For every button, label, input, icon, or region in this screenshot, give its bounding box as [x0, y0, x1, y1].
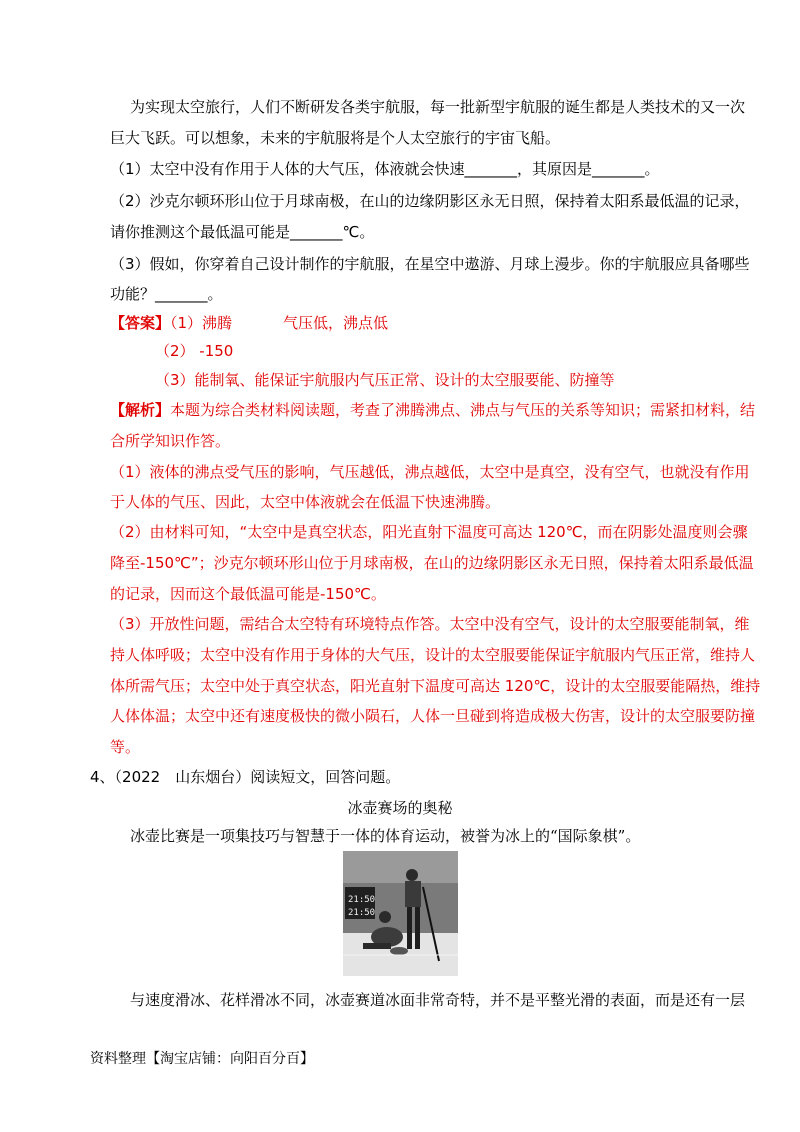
question-3-line-2: 功能？_______。 [110, 285, 223, 303]
analysis-p3-line-3: 体所需气压；太空中处于真空状态，阳光直射下温度可高达 120℃，设计的太空服要能隔热，维持 [110, 677, 761, 695]
footer-note: 资料整理【淘宝店铺：向阳百分百】 [90, 1051, 314, 1067]
answer-1: （1）沸腾 [170, 314, 233, 332]
answer-2: （2） -150 [155, 342, 234, 360]
curling-photo-image [343, 851, 458, 976]
analysis-p2-line-1: （2）由材料可知，“太空中是真空状态，阳光直射下温度可高达 120℃，而在阴影处温度则会骤 [110, 523, 748, 541]
answer-3: （3）能制氧、能保证宇航服内气压正常、设计的太空服要能、防撞等 [155, 371, 615, 389]
question-4-header: 4、（2022 山东烟台）阅读短文，回答问题。 [90, 768, 401, 786]
curling-photo [343, 851, 458, 976]
passage-line-1: 为实现太空旅行，人们不断研发各类宇航服，每一批新型宇航服的诞生都是人类技术的又一次 [130, 98, 746, 116]
analysis-intro-line-1 [110, 400, 755, 420]
analysis-p3-line-4: 人体体温；太空中还有速度极快的微小陨石，人体一旦碰到将造成极大伤害，设计的太空服要防撞 [110, 707, 756, 725]
question-3-line-1: （3）假如，你穿着自己设计制作的宇航服，在星空中遨游、月球上漫步。你的宇航服应具备哪些 [110, 255, 750, 273]
question-1: （1）太空中没有作用于人体的大气压，体液就会快速_______，其原因是_______。 [110, 160, 660, 178]
answer-row-1 [110, 313, 232, 333]
analysis-intro-line-2: 合所学知识作答。 [110, 432, 231, 450]
analysis-p2-line-2: 降至-150℃”；沙克尔顿环形山位于月球南极，在山的边缘阴影区永无日照，保持着太阳系最低温 [110, 554, 754, 572]
passage-line-2: 巨大飞跃。可以想象，未来的宇航服将是个人太空旅行的宇宙飞船。 [110, 129, 561, 147]
scoreboard-time-1: 21:50 [348, 895, 376, 905]
answer-label: 【答案】 [110, 314, 171, 332]
analysis-p1-line-1: （1）液体的沸点受气压的影响，气压越低，沸点越低，太空中是真空，没有空气，也就没有作用 [110, 463, 750, 481]
analysis-p2-line-3: 的记录，因而这个最低温可能是-150℃。 [110, 585, 386, 603]
article-title: 冰壶赛场的奥秘 [347, 799, 453, 817]
analysis-intro-text: 本题为综合类材料阅读题，考查了沸腾沸点、沸点与气压的关系等知识；需紧扣材料，结 [170, 401, 756, 419]
analysis-p1-line-2: 于人体的气压、因此，太空中体液就会在低温下快速沸腾。 [110, 493, 501, 511]
analysis-p3-line-2: 持人体呼吸；太空中没有作用于身体的大气压，设计的太空服要能保证宇航服内气压正常，维持人 [110, 646, 756, 664]
scoreboard-time-2: 21:50 [348, 908, 376, 918]
analysis-p3-line-5: 等。 [110, 738, 141, 756]
question-2-line-1: （2）沙克尔顿环形山位于月球南极，在山的边缘阴影区永无日照，保持着太阳系最低温的记录， [110, 192, 750, 210]
article-intro: 冰壶比赛是一项集技巧与智慧于一体的体育运动，被誉为冰上的“国际象棋”。 [130, 827, 641, 845]
analysis-p3-line-1: （3）开放性问题，需结合太空特有环境特点作答。太空中没有空气，设计的太空服要能制氧，维 [110, 615, 750, 633]
answer-1-reason: 气压低，沸点低 [283, 314, 389, 332]
question-2-line-2: 请你推测这个最低温可能是_______℃。 [110, 223, 375, 241]
analysis-label: 【解析】 [110, 401, 171, 419]
article-paragraph-2: 与速度滑冰、花样滑冰不同，冰壶赛道冰面非常奇特，并不是平整光滑的表面，而是还有一层 [130, 991, 746, 1009]
